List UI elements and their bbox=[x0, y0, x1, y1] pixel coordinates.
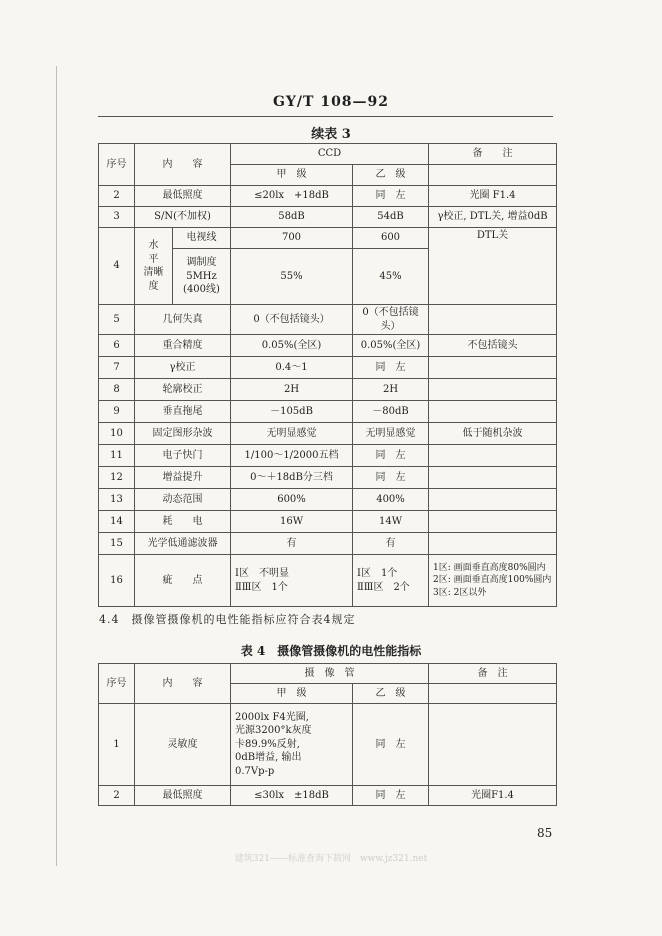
table-row-defects bbox=[99, 555, 557, 607]
defect-a-line1: Ⅰ区 不明显 bbox=[235, 568, 289, 579]
row-group-label: 水 平 清晰度 bbox=[135, 228, 173, 305]
row-grade-a: －105dB bbox=[231, 401, 353, 423]
row-grade-a: 700 bbox=[231, 228, 353, 249]
row-grade-b: 600 bbox=[353, 228, 429, 249]
row-grade-b: 同 左 bbox=[353, 357, 429, 379]
row-remark bbox=[429, 401, 557, 423]
watermark: 建筑321——标准查询下载网 www.jz321.net bbox=[234, 854, 428, 864]
row-grade-b: 同 左 bbox=[353, 186, 429, 207]
row-grade-a: 55% bbox=[231, 249, 353, 305]
row-grade-b: 0.05%(全区) bbox=[353, 335, 429, 357]
row-no: 4 bbox=[99, 228, 135, 305]
row-grade-b: 400% bbox=[353, 489, 429, 511]
header-remark-blank bbox=[429, 684, 557, 704]
row-no: 2 bbox=[99, 186, 135, 207]
row-remark bbox=[429, 704, 557, 786]
row-grade-a: 58dB bbox=[231, 207, 353, 228]
row-grade-b: 有 bbox=[353, 533, 429, 555]
row-remark bbox=[429, 489, 557, 511]
table-header-row bbox=[99, 144, 557, 165]
row-no: 8 bbox=[99, 379, 135, 401]
row-subitem: 电视线 bbox=[173, 228, 231, 249]
row-remark bbox=[429, 555, 557, 607]
row-grade-b: 14W bbox=[353, 511, 429, 533]
table-row bbox=[99, 186, 557, 207]
row-grade-b: 0（不包括镜头） bbox=[353, 305, 429, 335]
row-grade-b: 2H bbox=[353, 379, 429, 401]
header-no: 序号 bbox=[99, 664, 135, 704]
row-remark bbox=[429, 357, 557, 379]
row-grade-a: 0（不包括镜头） bbox=[231, 305, 353, 335]
row-item: 垂直拖尾 bbox=[135, 401, 231, 423]
row-item: 最低照度 bbox=[135, 786, 231, 806]
row-remark bbox=[429, 533, 557, 555]
page-header-code: GY/T 108—92 bbox=[272, 94, 390, 110]
row-grade-b: 同 左 bbox=[353, 786, 429, 806]
table-row bbox=[99, 786, 557, 806]
row-grade-a: 0～＋18dB分三档 bbox=[231, 467, 353, 489]
header-grade-b: 乙 级 bbox=[353, 684, 429, 704]
table3-caption: 续表 3 bbox=[311, 127, 351, 142]
table-row bbox=[99, 335, 557, 357]
table-row bbox=[99, 401, 557, 423]
table-row bbox=[99, 467, 557, 489]
row-remark: 不包括镜头 bbox=[429, 335, 557, 357]
row-grade-a: 1/100～1/2000五档 bbox=[231, 445, 353, 467]
row-grade-b: 同 左 bbox=[353, 704, 429, 786]
header-content: 内 容 bbox=[135, 664, 231, 704]
row-grade-b: －80dB bbox=[353, 401, 429, 423]
row-grade-a: 0.05%(全区) bbox=[231, 335, 353, 357]
row-no: 7 bbox=[99, 357, 135, 379]
row-remark bbox=[429, 445, 557, 467]
row-no: 10 bbox=[99, 423, 135, 445]
row-item: 耗 电 bbox=[135, 511, 231, 533]
row-remark bbox=[429, 379, 557, 401]
defect-a-line2: ⅡⅢ区 1个 bbox=[235, 581, 288, 593]
row-item: 固定图形杂波 bbox=[135, 423, 231, 445]
page-edge-rule bbox=[56, 66, 57, 866]
header-tube: 摄 像 管 bbox=[231, 664, 429, 684]
row-remark bbox=[429, 467, 557, 489]
row-grade-b: 54dB bbox=[353, 207, 429, 228]
defect-remark-line3: 3区: 2区以外 bbox=[433, 587, 487, 598]
table-header-row bbox=[99, 664, 557, 684]
section-paragraph: 4.4 摄像管摄像机的电性能指标应符合表4规定 bbox=[99, 613, 356, 626]
defect-remark-line2: 2区: 画面垂直高度100%圆内 bbox=[433, 575, 552, 586]
row-remark: 光圈 F1.4 bbox=[429, 186, 557, 207]
row-grade-b bbox=[353, 555, 429, 607]
row-no: 6 bbox=[99, 335, 135, 357]
row-no: 9 bbox=[99, 401, 135, 423]
row-grade-a: 0.4～1 bbox=[231, 357, 353, 379]
row-grade-b: 45% bbox=[353, 249, 429, 305]
header-remark: 备 注 bbox=[429, 664, 557, 684]
table-row bbox=[99, 207, 557, 228]
header-ccd: CCD bbox=[231, 144, 429, 165]
row-no: 13 bbox=[99, 489, 135, 511]
header-grade-a: 甲 级 bbox=[231, 684, 353, 704]
defect-b-line2: ⅡⅢ区 2个 bbox=[357, 581, 410, 593]
header-remark-blank bbox=[429, 165, 557, 186]
row-grade-a: 无明显感觉 bbox=[231, 423, 353, 445]
row-item: 轮廓校正 bbox=[135, 379, 231, 401]
row-item: 光学低通滤波器 bbox=[135, 533, 231, 555]
header-remark: 备 注 bbox=[429, 144, 557, 165]
row-item: 几何失真 bbox=[135, 305, 231, 335]
page-number: 85 bbox=[537, 826, 553, 840]
header-no: 序号 bbox=[99, 144, 135, 186]
table4-caption: 表 4 摄像管摄像机的电性能指标 bbox=[240, 644, 422, 658]
header-rule bbox=[98, 116, 553, 117]
row-no: 12 bbox=[99, 467, 135, 489]
row-grade-a: ≤20lx +18dB bbox=[231, 186, 353, 207]
row-grade-a: ≤30lx ±18dB bbox=[231, 786, 353, 806]
row-remark bbox=[429, 305, 557, 335]
table-row bbox=[99, 489, 557, 511]
row-item: 增益提升 bbox=[135, 467, 231, 489]
row-item: 最低照度 bbox=[135, 186, 231, 207]
row-no: 11 bbox=[99, 445, 135, 467]
row-item: 灵敏度 bbox=[135, 704, 231, 786]
row-item: γ校正 bbox=[135, 357, 231, 379]
header-content: 内 容 bbox=[135, 144, 231, 186]
row-item: 电子快门 bbox=[135, 445, 231, 467]
table-row bbox=[99, 445, 557, 467]
row-grade-a: 2H bbox=[231, 379, 353, 401]
table-row bbox=[99, 511, 557, 533]
row-grade-a: 有 bbox=[231, 533, 353, 555]
table-row bbox=[99, 423, 557, 445]
row-item: 疵 点 bbox=[135, 555, 231, 607]
row-item: 重合精度 bbox=[135, 335, 231, 357]
row-grade-b: 同 左 bbox=[353, 445, 429, 467]
table-row bbox=[99, 379, 557, 401]
table-row bbox=[99, 305, 557, 335]
row-remark bbox=[429, 511, 557, 533]
row-remark: 光圈F1.4 bbox=[429, 786, 557, 806]
row-grade-a: 600% bbox=[231, 489, 353, 511]
header-grade-b: 乙 级 bbox=[353, 165, 429, 186]
table-4 bbox=[98, 663, 557, 806]
row-no: 14 bbox=[99, 511, 135, 533]
header-grade-a: 甲 级 bbox=[231, 165, 353, 186]
row-grade-a bbox=[231, 555, 353, 607]
row-grade-a: 2000lx F4光圈, 光源3200°k灰度 卡89.9%反射, 0dB增益, 输出 0.7Vp-p bbox=[231, 704, 353, 786]
row-remark: DTL关 bbox=[429, 228, 557, 305]
row-no: 3 bbox=[99, 207, 135, 228]
row-remark: γ校正, DTL关, 增益0dB bbox=[429, 207, 557, 228]
table-row bbox=[99, 704, 557, 786]
row-grade-a: 16W bbox=[231, 511, 353, 533]
table-row-resolution bbox=[99, 228, 557, 249]
defect-remark-line1: 1区: 画面垂直高度80%圆内 bbox=[433, 563, 546, 574]
row-no: 2 bbox=[99, 786, 135, 806]
row-grade-b: 无明显感觉 bbox=[353, 423, 429, 445]
row-no: 5 bbox=[99, 305, 135, 335]
row-item: S/N(不加权) bbox=[135, 207, 231, 228]
row-remark: 低于随机杂波 bbox=[429, 423, 557, 445]
row-item: 动态范围 bbox=[135, 489, 231, 511]
row-no: 16 bbox=[99, 555, 135, 607]
row-subitem: 调制度 5MHz (400线) bbox=[173, 249, 231, 305]
defect-b-line1: Ⅰ区 1个 bbox=[357, 568, 398, 579]
row-no: 1 bbox=[99, 704, 135, 786]
row-grade-b: 同 左 bbox=[353, 467, 429, 489]
row-no: 15 bbox=[99, 533, 135, 555]
table-row bbox=[99, 533, 557, 555]
table-row bbox=[99, 357, 557, 379]
table-3 bbox=[98, 143, 557, 607]
